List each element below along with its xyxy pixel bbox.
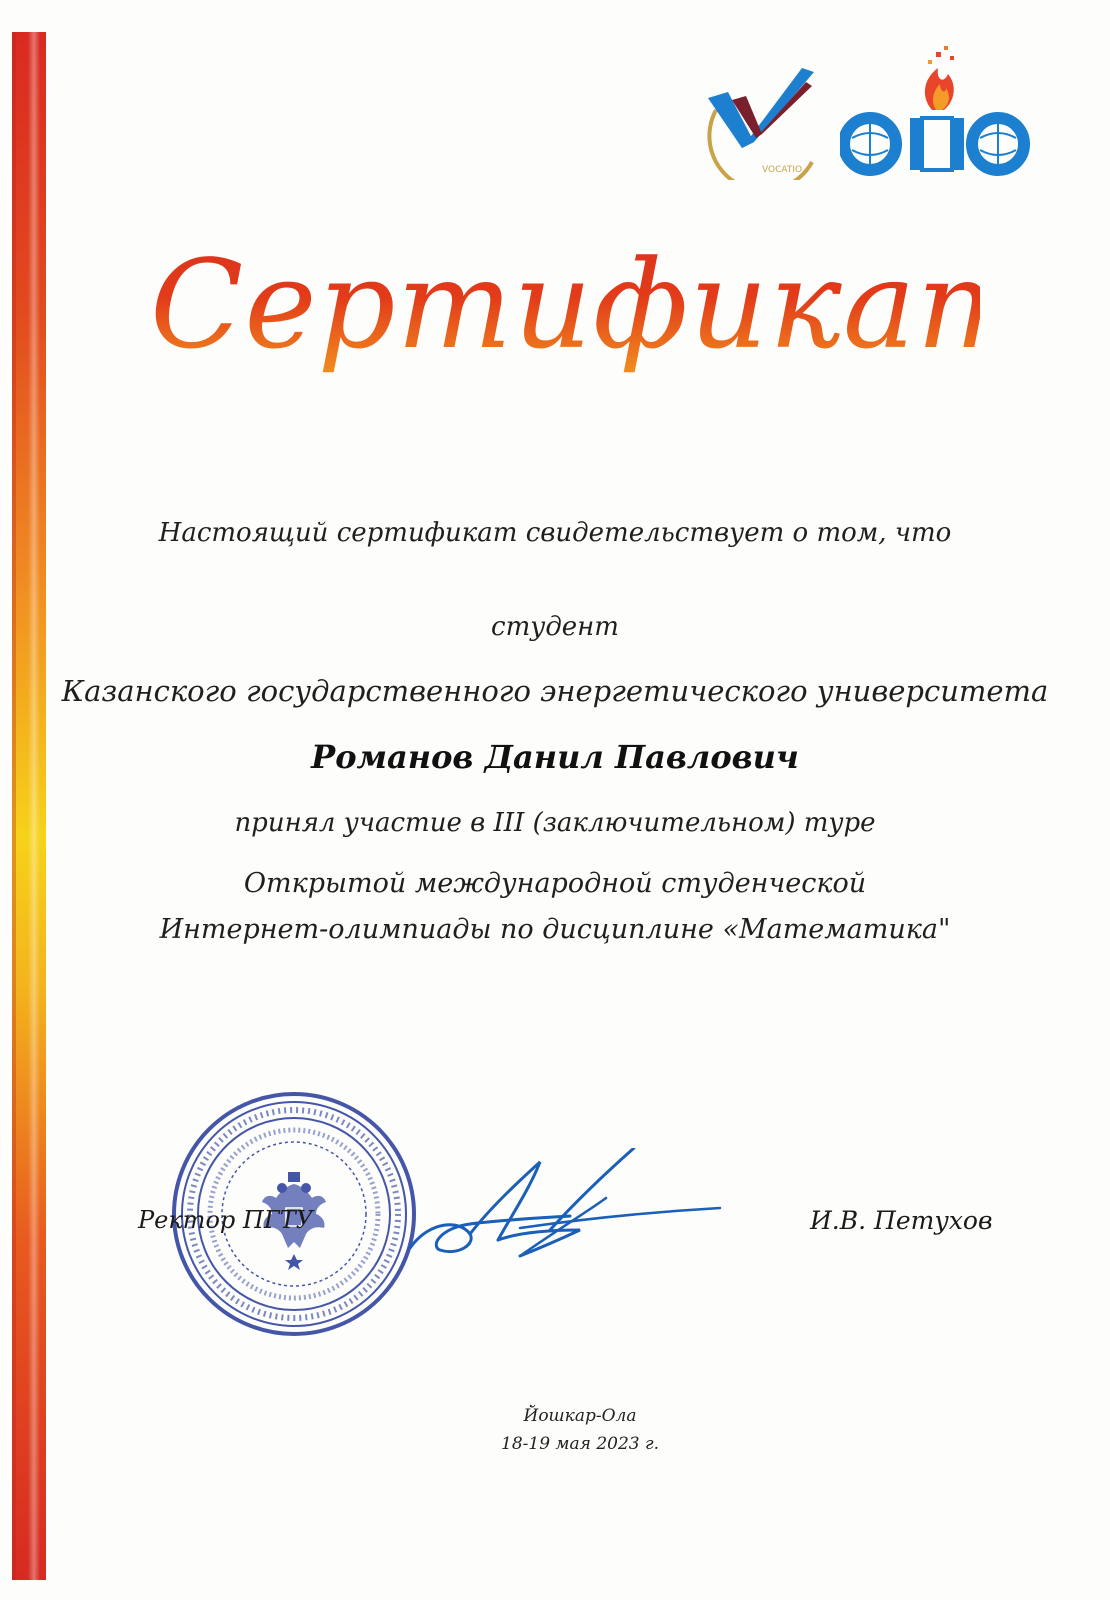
university-name: Казанского государственного энергетического университета	[61, 674, 1049, 708]
ooo-olympiad-logo-icon	[840, 38, 1030, 188]
recipient-role: студент	[491, 612, 619, 642]
olympiad-title-line-1: Открытой международной студенческой	[243, 868, 867, 899]
participation-text: принял участие в III (заключительном) туре	[234, 808, 876, 838]
recipient-name: Романов Данил Павлович	[311, 738, 799, 776]
handwritten-signature-icon	[400, 1148, 730, 1288]
issue-date: 18-19 мая 2023 г.	[501, 1434, 659, 1454]
vocatio-logo-text: VOCATIO	[762, 165, 803, 175]
olympiad-title-line-2: Интернет-олимпиады по дисциплине «Математика"	[159, 914, 951, 945]
decorative-ribbon	[0, 0, 60, 1600]
issue-city: Йошкар-Ола	[523, 1406, 637, 1426]
signatory-name: И.В. Петухов	[810, 1206, 993, 1235]
signatory-title: Ректор ПГТУ	[138, 1206, 314, 1234]
certificate-title: Сертификат	[150, 215, 980, 395]
vocatio-logo-icon	[702, 50, 832, 180]
intro-text: Настоящий сертификат свидетельствует о том, что	[158, 518, 952, 548]
